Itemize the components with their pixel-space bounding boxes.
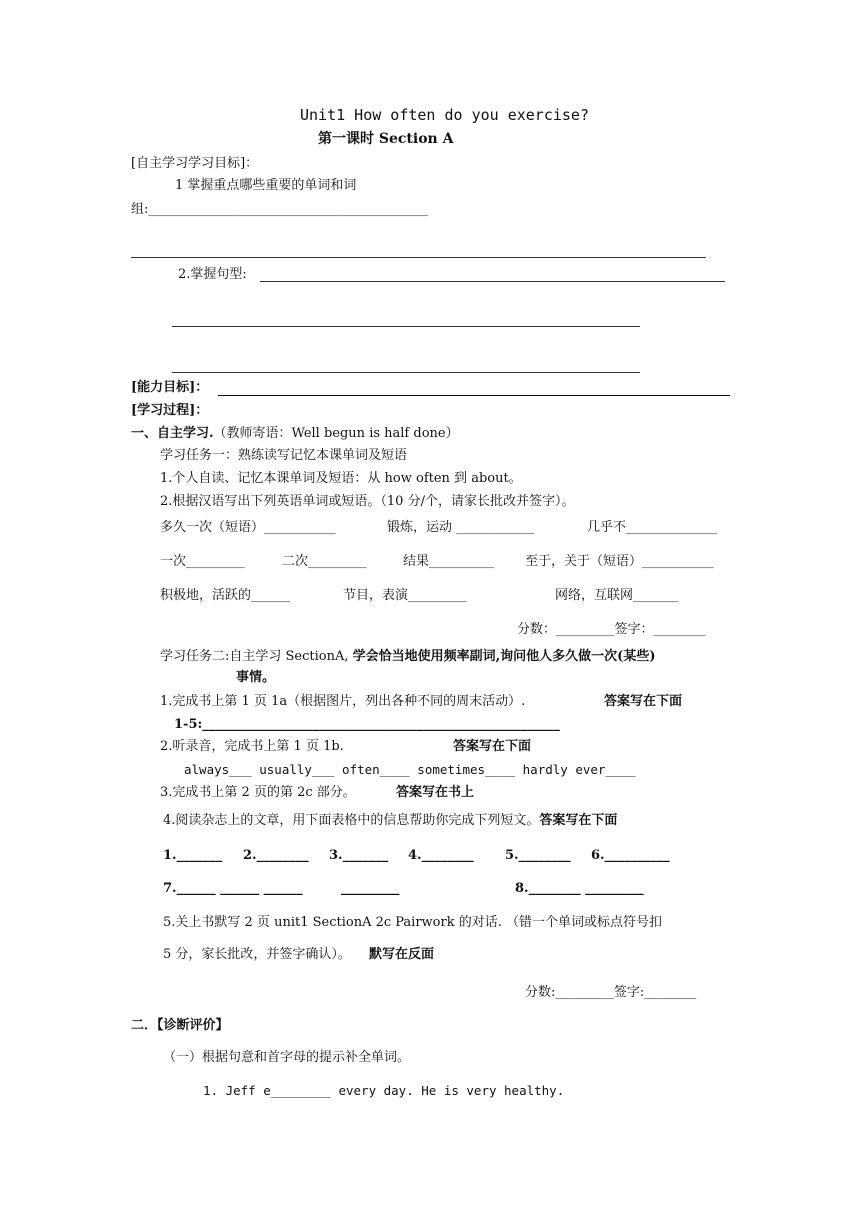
question-1: 1. Jeff e________ every day. He is very healthy. xyxy=(203,1083,565,1098)
task2-title-b: 学会恰当地使用频率副词,询问他人多久做一次(某些) xyxy=(352,649,656,664)
blank-line xyxy=(260,281,725,282)
vocab-item: 锻炼，运动 ____________ xyxy=(387,520,535,535)
answer-below: 答案写在下面 xyxy=(604,694,683,709)
task2-item5-line1: 5.关上书默写 2 页 unit1 SectionA 2c Pairwork 的对话. （错一个单词或标点符号扣 xyxy=(163,915,662,930)
objectives-heading: [自主学习学习目标]： xyxy=(131,156,259,171)
task1-step2: 2.根据汉语写出下列英语单词或短语。（10 分/个，请家长批改并签字）。 xyxy=(160,494,575,509)
task2-item4-text: 4.阅读杂志上的文章，用下面表格中的信息帮助你完成下列短文。 xyxy=(163,813,540,828)
task2-item5-text: 5 分，家长批改，并签字确认）。 xyxy=(163,947,351,962)
vocab-item: 二次_________ xyxy=(282,554,367,569)
blank: 6.__________ xyxy=(591,848,670,863)
section1-heading xyxy=(131,425,459,443)
task2-title-c: 事情。 xyxy=(236,670,276,685)
task2-item1: 1.完成书上第 1 页 1a（根据图片，列出各种不同的周末活动）. xyxy=(160,694,526,709)
answer-below: 答案写在下面 xyxy=(453,739,532,754)
blank: 7.______ ______ ______ xyxy=(163,881,303,896)
section2-part1: （一）根据句意和首字母的提示补全单词。 xyxy=(163,1050,411,1065)
answer-in-book: 答案写在书上 xyxy=(396,785,475,800)
vocab-item: 至于，关于（短语）___________ xyxy=(525,554,714,569)
answer-below: 答案写在下面 xyxy=(539,813,618,828)
section2-heading: 二．【诊断评价】 xyxy=(131,1018,229,1033)
ability-label: [能力目标]： xyxy=(131,380,209,395)
vocab-item: 几乎不______________ xyxy=(587,520,718,535)
teacher-motto: （教师寄语：Well begun is half done） xyxy=(213,426,459,441)
task2-item1-blank: 1-5:_______________________________________________________ xyxy=(174,717,560,732)
blank: 3._______ xyxy=(329,848,389,863)
task2-item4 xyxy=(163,812,617,830)
objective-2: 2.掌握句型: xyxy=(178,267,247,282)
document-subtitle: 第一课时 Section A xyxy=(318,131,454,147)
blank: 2.________ xyxy=(243,848,309,863)
score-signature: 分数:_________签字:________ xyxy=(525,985,697,1000)
blank: _________ xyxy=(341,881,400,896)
objective-1-line2: 组:___________________________________________ xyxy=(131,202,428,217)
task2-item3: 3.完成书上第 2 页的第 2c 部分。 xyxy=(160,785,356,800)
vocab-item: 节目，表演_________ xyxy=(343,588,467,603)
blank: 8.________ _________ xyxy=(515,881,644,896)
score-signature: 分数：_________签字：________ xyxy=(517,622,706,637)
vocab-item: 结果__________ xyxy=(403,554,495,569)
vocab-item: 一次_________ xyxy=(160,554,245,569)
blank: 5.________ xyxy=(505,848,571,863)
blank: 1._______ xyxy=(163,848,223,863)
task2-title-a: 学习任务二:自主学习 SectionA, xyxy=(160,649,349,664)
blank-line xyxy=(218,395,730,396)
section1-title: 一、自主学习. xyxy=(131,426,214,441)
frequency-adverbs: always___ usually___ often____ sometimes____ hardly ever____ xyxy=(184,762,636,777)
blank: 4.________ xyxy=(408,848,474,863)
vocab-item: 网络，互联网_______ xyxy=(555,588,679,603)
task2-item2: 2.听录音，完成书上第 1 页 1b. xyxy=(160,739,344,754)
task2-item5-line2 xyxy=(163,946,434,964)
task2-title xyxy=(160,648,655,666)
vocab-item: 积极地，活跃的______ xyxy=(160,588,291,603)
task1-step1: 1.个人自读、记忆本课单词及短语：从 how often 到 about。 xyxy=(160,471,522,486)
document-title: Unit1 How often do you exercise? xyxy=(300,106,589,124)
task1-title: 学习任务一：熟练读写记忆本课单词及短语 xyxy=(160,448,408,463)
vocab-item: 多久一次（短语）___________ xyxy=(160,520,336,535)
objective-1-line1: 1 掌握重点哪些重要的单词和词 xyxy=(175,178,357,193)
process-label: [学习过程]： xyxy=(131,403,209,418)
blank-line xyxy=(172,326,640,327)
write-on-back: 默写在反面 xyxy=(369,947,435,962)
blank-line xyxy=(131,257,706,258)
blank-line xyxy=(172,372,640,373)
